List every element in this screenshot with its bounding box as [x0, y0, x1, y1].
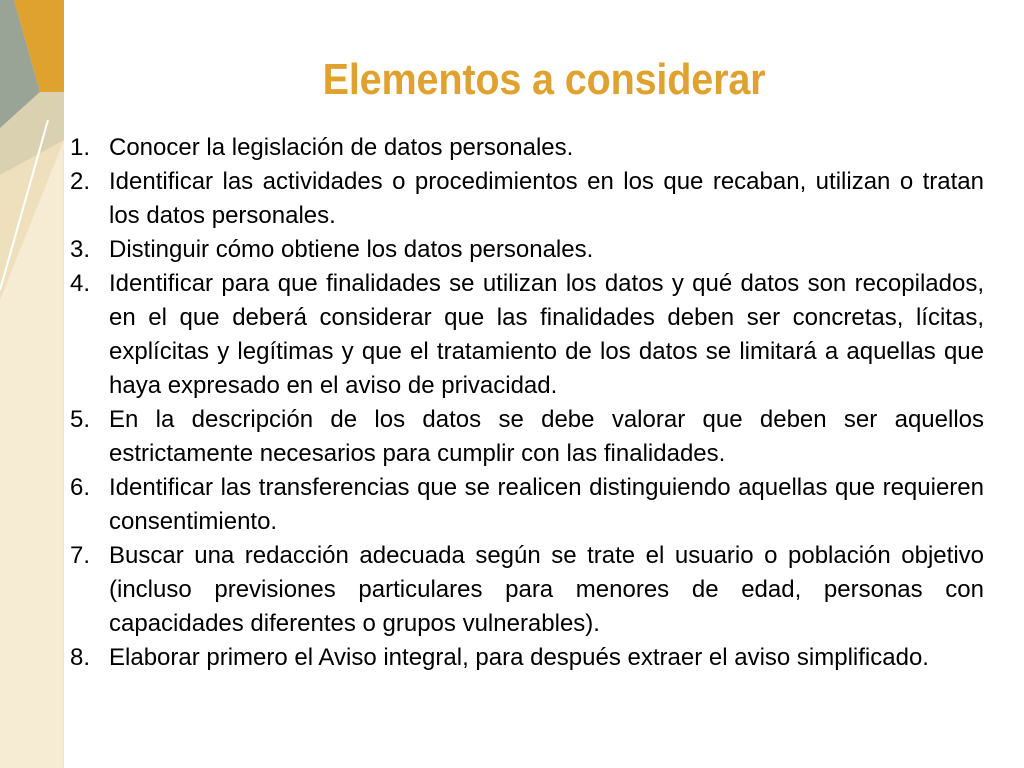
list-item-number: 1. [70, 134, 91, 161]
list-item-number: 6. [70, 474, 91, 501]
list-item-text: En la descripción de los datos se debe valorar que deben ser aquellos estrictamente necesarios para cumplir con las finalidades. [109, 406, 984, 467]
decorative-side-band [0, 0, 64, 768]
list-item-text: Identificar las transferencias que se realicen distinguiendo aquellas que requieren consentimiento. [109, 474, 984, 535]
list-item-number: 3. [70, 236, 91, 263]
list-item [66, 267, 984, 403]
considerations-list [66, 131, 984, 675]
list-item-text: Conocer la legislación de datos personales. [109, 134, 574, 161]
list-item-number: 4. [70, 270, 91, 297]
list-item [66, 641, 984, 675]
list-item [66, 233, 984, 267]
list-item-text: Buscar una redacción adecuada según se trate el usuario o población objetivo (incluso previsiones particulares para menores de edad, personas con capacidades diferentes o grupos vulnerables). [109, 542, 984, 637]
list-item-text: Identificar las actividades o procedimientos en los que recaban, utilizan o tratan los datos personales. [109, 168, 984, 229]
list-item [66, 165, 984, 233]
list-item-number: 7. [70, 542, 91, 569]
list-item-number: 2. [70, 168, 91, 195]
list-item [66, 539, 984, 641]
slide-title: Elementos a considerar [322, 55, 766, 104]
list-item-text: Distinguir cómo obtiene los datos personales. [109, 236, 594, 263]
list-item-number: 8. [70, 644, 91, 671]
list-item-text: Identificar para que finalidades se utilizan los datos y qué datos son recopilados, en el que deberá considerar que las finalidades deben ser concretas, lícitas, explícitas y legítimas y que el tratamiento de los datos se limitará a aquellas que haya expresado en el aviso de privacidad. [109, 270, 984, 399]
list-item-text: Elaborar primero el Aviso integral, para después extraer el aviso simplificado. [109, 644, 929, 671]
list-item [66, 403, 984, 471]
list-item [66, 131, 984, 165]
list-item [66, 471, 984, 539]
list-item-number: 5. [70, 406, 91, 433]
